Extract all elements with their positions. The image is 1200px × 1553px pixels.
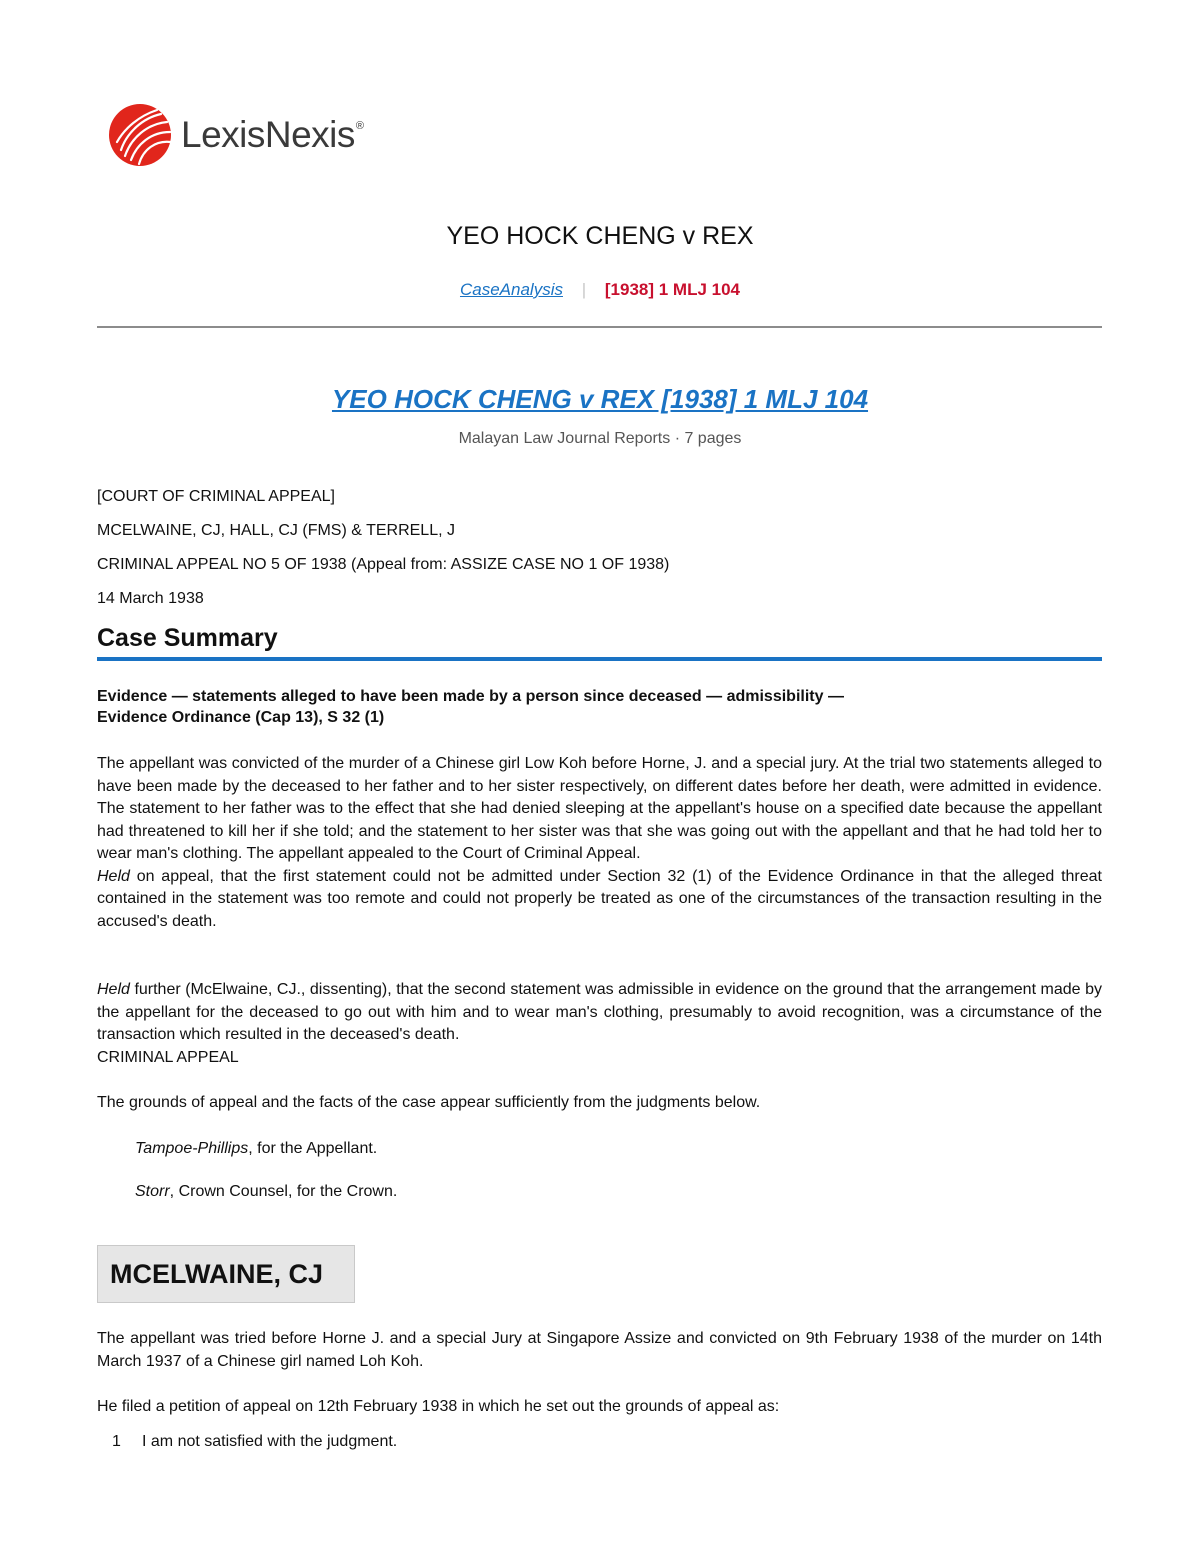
decision-date: 14 March 1938	[97, 590, 204, 607]
source-info: Malayan Law Journal Reports · 7 pages	[458, 430, 742, 447]
judgment-paragraph	[97, 1328, 1102, 1373]
catchwords-line: Evidence Ordinance (Cap 13), S 32 (1)	[97, 709, 385, 726]
held-paragraph	[97, 866, 1102, 934]
judges: MCELWAINE, CJ, HALL, CJ (FMS) & TERRELL, J	[97, 522, 455, 539]
lexisnexis-logo	[107, 100, 364, 170]
counsel-crown	[135, 1183, 397, 1201]
held-label: Held	[97, 981, 130, 998]
held-paragraph	[97, 979, 1102, 1047]
document-title: YEO HOCK CHENG v REX	[446, 222, 754, 250]
appeal-number: CRIMINAL APPEAL NO 5 OF 1938 (Appeal from: ASSIZE CASE NO 1 OF 1938)	[97, 556, 670, 573]
counsel-role: , Crown Counsel, for the Crown.	[169, 1183, 398, 1200]
counsel-appellant	[135, 1140, 377, 1158]
judgment-text: The appellant was tried before Horne J. and a special Jury at Singapore Assize and convicted on 9th February 1938 of the murder on 14th March 1937 of a Chinese girl named Loh Koh.	[97, 1330, 1102, 1370]
lexisnexis-sphere-logo-icon	[107, 102, 173, 168]
held-label: Held	[97, 867, 130, 885]
citation: [1938] 1 MLJ 104	[604, 280, 741, 299]
grounds-text: The grounds of appeal and the facts of the case appear sufficiently from the judgments below.	[97, 1094, 761, 1111]
case-analysis-link[interactable]: CaseAnalysis	[459, 280, 563, 299]
header-subline	[0, 280, 1200, 300]
list-number: 1	[112, 1433, 121, 1450]
list-item	[112, 1433, 397, 1451]
judge-name: MCELWAINE, CJ	[110, 1258, 324, 1289]
judgment-text: He filed a petition of appeal on 12th February 1938 in which he set out the grounds of appeal as:	[97, 1398, 780, 1415]
separator: |	[581, 280, 587, 299]
case-title-link[interactable]: YEO HOCK CHENG v REX [1938] 1 MLJ 104	[331, 384, 869, 414]
logo-wordmark: LexisNexis®	[181, 114, 364, 155]
grounds-paragraph	[97, 1092, 1102, 1115]
catchwords-line: Evidence — statements alleged to have been made by a person since deceased — admissibility —	[97, 688, 844, 705]
held-text: on appeal, that the first statement could not be admitted under Section 32 (1) of the Evidence Ordinance in that the alleged threat contained in the statement was too remote and could not properly be treated as one of the circumstances of the transaction resulting in the accused's death.	[97, 867, 1102, 930]
counsel-role: , for the Appellant.	[248, 1140, 378, 1157]
facts-paragraph: The appellant was convicted of the murder of a Chinese girl Low Koh before Horne, J. and a special jury. At the trial two statements alleged to have been made by the deceased to her father and to her sister respectively, on different dates before her death, were admitted in evidence. The statement to her father was to the effect that she had denied sleeping at the appellant's house on a specified date because the appellant had threatened to kill her if she told; and the statement to her sister was that she was going out with the appellant and that he had told her to wear man's clothing. The appellant appealed to the Court of Criminal Appeal.	[97, 755, 1102, 862]
held-text: further (McElwaine, CJ., dissenting), that the second statement was admissible in evidence on the ground that the arrangement made by the appellant for the deceased to go out with him and to wear man's clothing, presumably to avoid recognition, was a circumstance of the transaction which resulted in the deceased's death.	[97, 981, 1102, 1043]
summary-held-further	[97, 979, 1102, 1069]
judge-heading	[97, 1245, 355, 1303]
criminal-appeal-label: CRIMINAL APPEAL	[97, 1048, 239, 1066]
summary-facts	[97, 753, 1102, 933]
case-summary-rule	[97, 657, 1102, 661]
case-summary-heading: Case Summary	[97, 624, 278, 652]
judgment-paragraph	[97, 1396, 1102, 1419]
catchwords	[97, 686, 1102, 728]
list-text: I am not satisfied with the judgment.	[142, 1433, 398, 1450]
counsel-name: Storr	[135, 1183, 170, 1200]
case-title	[0, 384, 1200, 415]
counsel-name: Tampoe-Phillips	[135, 1140, 249, 1157]
court-name: [COURT OF CRIMINAL APPEAL]	[97, 488, 335, 505]
header-rule	[97, 326, 1102, 328]
